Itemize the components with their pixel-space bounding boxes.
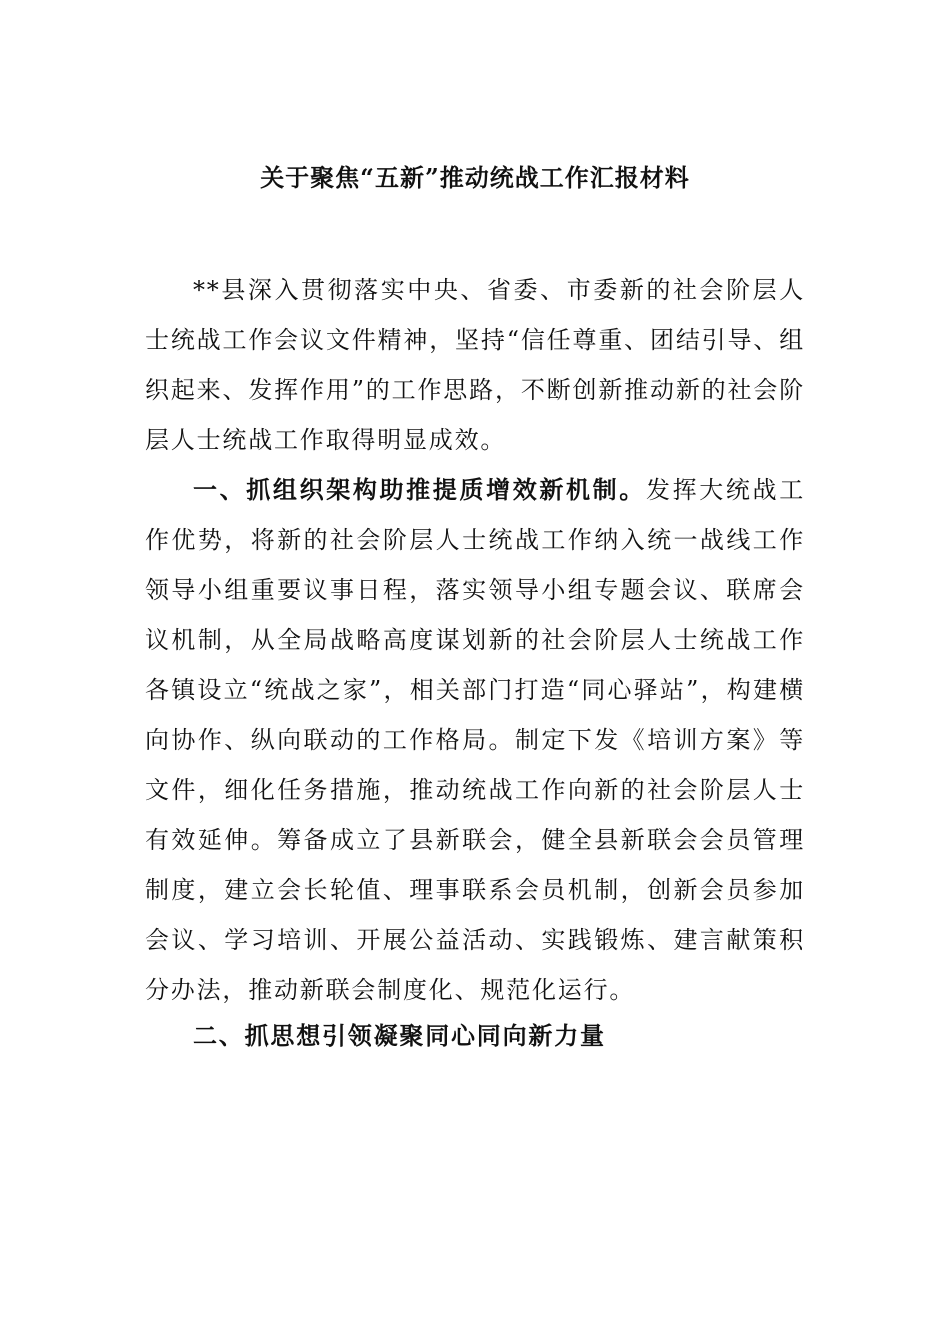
section-1-body: 发挥大统战工作优势，将新的社会阶层人士统战工作纳入统一战线工作领导小组重要议事日程，落实领导小组专题会议、联席会议机制，从全局战略高度谋划新的社会阶层人士统战工作各镇设立“统战之家”，相关部门打造“同心驿站”，构建横向协作、纵向联动的工作格局。制定下发《培训方案》等文件，细化任务措施，推动统战工作向新的社会阶层人士有效延伸。筹备成立了县新联会，健全县新联会会员管理制度，建立会长轮值、理事联系会员机制，创新会员参加会议、学习培训、开展公益活动、实践锻炼、建言献策积分办法，推动新联会制度化、规范化运行。 bbox=[145, 476, 805, 1004]
section-1-paragraph bbox=[145, 465, 805, 1015]
section-1-heading: 一、抓组织架构助推提质增效新机制。 bbox=[193, 475, 646, 504]
document-title: 关于聚焦“五新”推动统战工作汇报材料 bbox=[260, 163, 690, 192]
intro-paragraph: **县深入贯彻落实中央、省委、市委新的社会阶层人士统战工作会议文件精神，坚持“信任尊重、团结引导、组织起来、发挥作用”的工作思路，不断创新推动新的社会阶层人士统战工作取得明显成效。 bbox=[145, 276, 805, 454]
section-2-heading: 二、抓思想引领凝聚同心同向新力量 bbox=[193, 1021, 606, 1050]
